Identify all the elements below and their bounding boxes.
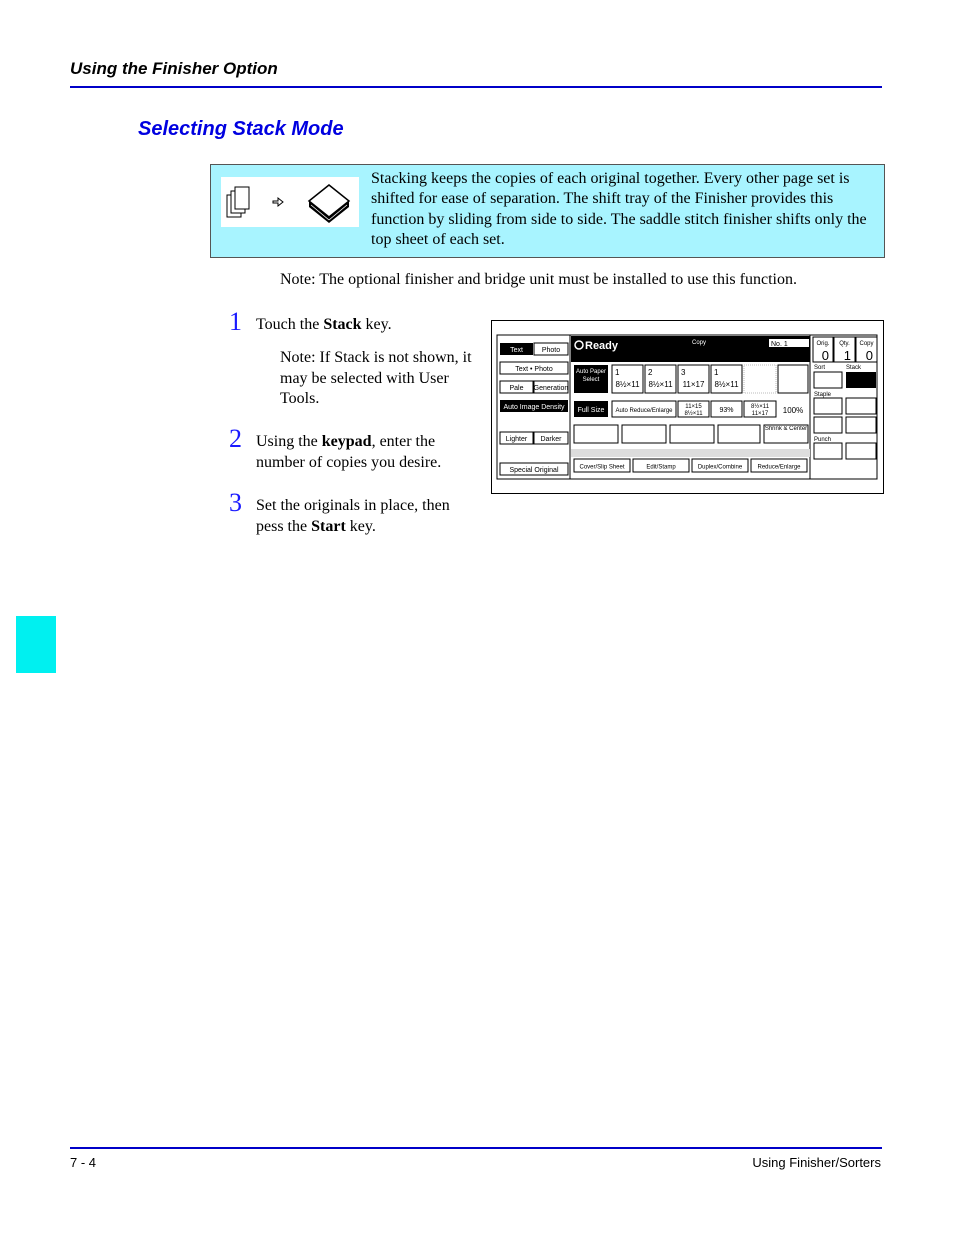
copy-count-label: Copy [859,341,874,347]
sort-label: Sort [814,365,826,371]
stack-button [846,372,876,388]
staple-button-3 [814,417,842,433]
tray-1-number: 1 [615,368,620,377]
photo-mode-label: Photo [541,347,561,354]
sort-button [814,372,842,388]
orientation-button-1 [574,425,618,443]
step-text-key: Start [311,517,346,535]
orientation-button-4 [718,425,760,443]
punch-label: Punch [814,437,832,443]
staple-label: Staple [814,392,832,398]
step-text-key: Stack [323,316,362,333]
info-box [210,164,885,258]
step-text-pre: Using the [256,433,322,450]
orig-label: Orig. [816,341,830,347]
bypass-tray-size: 8½×11 [714,380,739,389]
chapter-tab [16,616,56,673]
bypass-tray-number: 1 [714,368,719,377]
step-number: 3 [229,488,242,517]
tray-3-size: 11×17 [682,380,705,389]
status-ready: Ready [585,340,619,352]
footer-rule [70,1147,882,1149]
step-text [256,432,471,473]
stack-pages-icon [221,177,359,227]
dotted-band [571,449,810,457]
header-rule [70,86,882,88]
qty-label: Qty. [839,341,850,347]
pale-label: Pale [509,385,524,392]
staple-button-1 [814,398,842,414]
tray-3-number: 3 [681,368,686,377]
copy-label: Copy [692,340,707,346]
footer-chapter-title: Using Finisher/Sorters [752,1155,881,1170]
tray-1-size: 8½×11 [615,380,640,389]
full-size-label: Full Size [577,407,605,414]
reduce-enlarge-label: Reduce/Enlarge [757,464,801,471]
ratio-b-to: 11×17 [751,411,769,417]
auto-paper-label: Auto Paper Select [575,369,607,383]
step-number: 2 [229,424,242,453]
step-note: Note: If Stack is not shown, it may be selected with User Tools. [280,349,472,407]
tray-2-size: 8½×11 [648,380,673,389]
punch-button-2 [846,443,876,459]
step-text-key: keypad [321,433,372,450]
stack-label: Stack [846,365,862,371]
job-number: No. 1 [771,341,788,348]
text-mode-label: Text [510,347,523,354]
copier-panel-drawing [492,321,883,493]
punch-button-1 [814,443,842,459]
staple-button-4 [846,417,876,433]
copier-panel-screenshot [491,320,884,494]
ratio-93-label: 93% [719,407,734,414]
page-number: 7 - 4 [70,1155,97,1170]
edit-stamp-label: Edit/Stamp [646,464,676,471]
cover-slip-label: Cover/Slip Sheet [579,464,625,471]
stack-illustration [221,177,359,227]
text-photo-label: Text • Photo [515,366,553,373]
copy-value: 0 [865,348,873,363]
auto-density-label: Auto Image Density [503,404,565,411]
duplex-combine-label: Duplex/Combine [697,464,743,471]
lighter-label: Lighter [505,436,528,443]
step-number: 1 [229,307,242,336]
ratio-value: 100% [782,406,804,415]
ratio-a-to: 8½×11 [684,411,703,417]
tray-2-number: 2 [648,368,653,377]
special-original-label: Special Original [509,467,559,474]
staple-button-2 [846,398,876,414]
step-text [256,496,481,537]
step-text [256,315,481,336]
step-text-pre: Touch the [256,316,324,333]
step-text-post: key. [361,316,392,333]
info-text: Stacking keeps the copies of each original together. Every other page set is shifted for ease of separation. The shift tray of the Finisher provides this function by sliding from side to side. The saddle stitch finisher shifts only the top sheet of each set. [371,170,867,248]
installation-note: Note: The optional finisher and bridge unit must be installed to use this function. [280,271,797,288]
running-header: Using the Finisher Option [70,59,278,78]
step-text-post: key. [345,517,376,535]
qty-value: 1 [843,348,851,363]
ratio-b-from: 8½×11 [750,404,770,410]
orig-value: 0 [821,348,829,363]
darker-label: Darker [540,436,562,443]
step-text-pre: Set the originals in place, then pess the [256,497,450,535]
empty-tray-slot [778,365,808,393]
auto-reduce-enlarge-label: Auto Reduce/Enlarge [615,408,673,414]
orientation-button-3 [670,425,714,443]
section-title: Selecting Stack Mode [138,118,344,140]
disabled-tray-button [744,365,776,393]
shrink-center-label: Shrink & Center [764,426,808,432]
ratio-a-from: 11×15 [685,404,702,410]
orientation-button-2 [622,425,666,443]
generation-label: Generation [533,385,569,392]
step-text-post: , enter the number of copies you desire. [256,433,442,471]
